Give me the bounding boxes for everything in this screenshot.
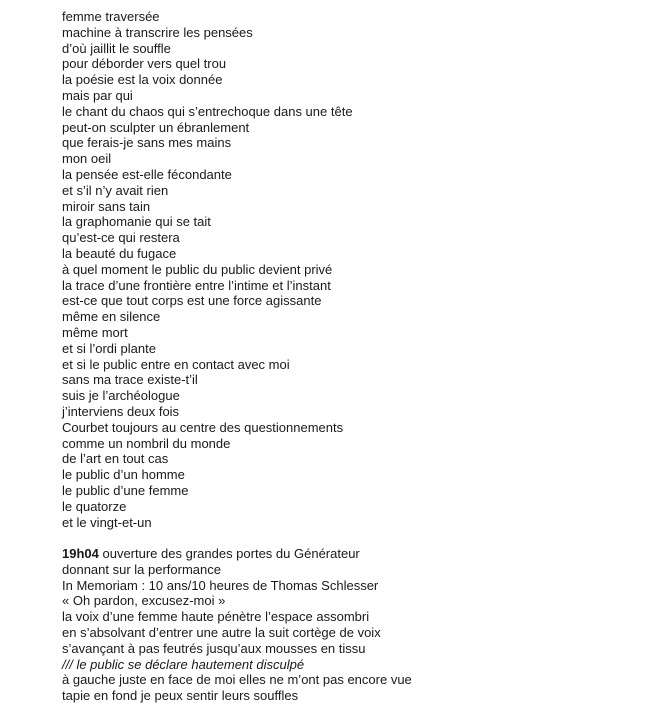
- entry-line: s’avançant à pas feutrés jusqu’aux mousses en tissu: [62, 640, 366, 656]
- poem-line: et si le public entre en contact avec moi: [62, 356, 290, 372]
- poem-line: de l’art en tout cas: [62, 451, 169, 467]
- stanza-gap: [62, 530, 652, 546]
- entry-heading-text: ouverture des grandes portes du Générateur: [98, 546, 360, 562]
- entry-line: en s’absolvant d’entrer une autre la suit cortège de voix: [62, 625, 381, 641]
- poem-line: même en silence: [62, 309, 161, 325]
- timed-entry: [62, 546, 652, 704]
- poem-line: la pensée est-elle fécondante: [62, 166, 232, 182]
- poem-line: que ferais-je sans mes mains: [62, 135, 232, 151]
- poem-line: mais par qui: [62, 87, 133, 103]
- poem-line: j’interviens deux fois: [62, 403, 180, 419]
- poem-line: même mort: [62, 324, 128, 340]
- entry-line: tapie en fond je peux sentir leurs souffles: [62, 688, 299, 704]
- poem-line: Courbet toujours au centre des questionnements: [62, 419, 344, 435]
- poem-line: la graphomanie qui se tait: [62, 214, 211, 230]
- poem-line: et s’il n’y avait rien: [62, 182, 169, 198]
- timestamp: 19h04: [62, 546, 99, 562]
- poem-line: sans ma trace existe-t’il: [62, 372, 198, 388]
- poem-line: pour déborder vers quel trou: [62, 56, 227, 72]
- entry-italic-line: /// le public se déclare hautement disculpé: [62, 656, 305, 672]
- entry-line: In Memoriam : 10 ans/10 heures de Thomas Schlesser: [62, 577, 379, 593]
- document-page: [62, 9, 652, 704]
- entry-line: à gauche juste en face de moi elles ne m’ont pas encore vue: [62, 672, 412, 688]
- poem-line: peut-on sculpter un ébranlement: [62, 119, 250, 135]
- entry-heading-line: [62, 546, 652, 562]
- poem-block: [62, 9, 652, 530]
- poem-line: d’où jaillit le souffle: [62, 40, 171, 56]
- poem-line: miroir sans tain: [62, 198, 151, 214]
- entry-line: donnant sur la performance: [62, 561, 221, 577]
- poem-line: le public d’un homme: [62, 467, 185, 483]
- poem-line: est-ce que tout corps est une force agissante: [62, 293, 322, 309]
- poem-line: le chant du chaos qui s’entrechoque dans une tête: [62, 103, 353, 119]
- poem-line: comme un nombril du monde: [62, 435, 231, 451]
- poem-line: femme traversée: [62, 9, 160, 24]
- poem-line: machine à transcrire les pensées: [62, 24, 253, 40]
- poem-line: la poésie est la voix donnée: [62, 72, 223, 88]
- poem-line: mon oeil: [62, 151, 112, 167]
- poem-line: la beauté du fugace: [62, 245, 177, 261]
- poem-line: et si l’ordi plante: [62, 340, 156, 356]
- entry-line: « Oh pardon, excusez-moi »: [62, 593, 226, 609]
- poem-line: le quatorze: [62, 498, 127, 514]
- poem-line: suis je l’archéologue: [62, 388, 180, 404]
- poem-line: le public d’une femme: [62, 482, 189, 498]
- poem-line: et le vingt-et-un: [62, 514, 152, 530]
- entry-line: la voix d’une femme haute pénètre l’espace assombri: [62, 609, 370, 625]
- poem-line: qu’est-ce qui restera: [62, 230, 180, 246]
- poem-line: la trace d’une frontière entre l’intime et l’instant: [62, 277, 331, 293]
- poem-line: à quel moment le public du public devient privé: [62, 261, 333, 277]
